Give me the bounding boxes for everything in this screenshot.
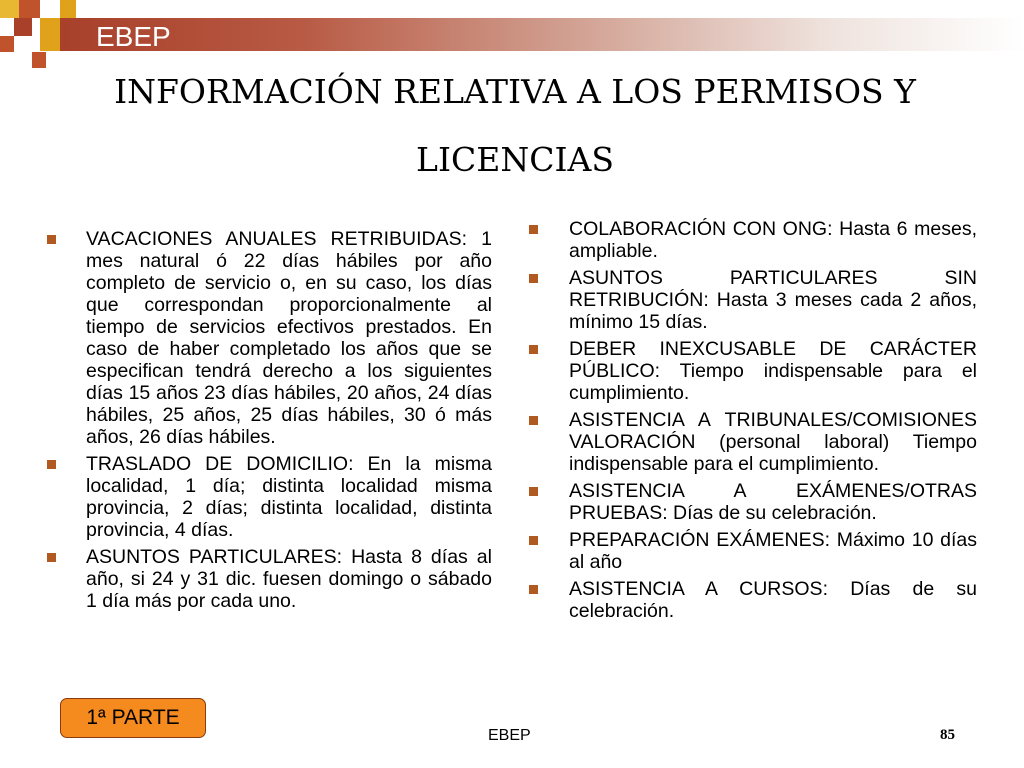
list-item [526,529,977,573]
decorative-square [0,0,19,18]
list-item [526,578,977,622]
square-bullet-icon [529,536,538,545]
square-bullet-icon [529,585,538,594]
square-bullet-icon [47,235,56,244]
slide-title-line-2: LICENCIAS [416,140,614,179]
list-item-text: TRASLADO DE DOMICILIO: En la misma localidad, 1 día; distinta localidad misma provincia, 2 días; distinta localidad, distinta provincia, 4 días. [86,453,492,541]
square-bullet-icon [47,553,56,562]
list-item-text: ASISTENCIA A CURSOS: Días de su celebración. [569,578,977,622]
slide-title [60,58,970,194]
list-item-text: ASUNTOS PARTICULARES SIN RETRIBUCIÓN: Hasta 3 meses cada 2 años, mínimo 15 días. [569,267,977,333]
square-bullet-icon [529,416,538,425]
list-item [44,546,492,612]
decorative-square [60,0,76,18]
list-item-text: DEBER INEXCUSABLE DE CARÁCTER PÚBLICO: Tiempo indispensable para el cumplimiento. [569,338,977,404]
list-item [526,218,977,262]
decorative-square [40,18,60,51]
decorative-square [0,36,14,52]
list-item [526,480,977,524]
list-item [526,409,977,475]
page-number: 85 [940,727,955,743]
list-item-text: ASISTENCIA A TRIBUNALES/COMISIONES VALORACIÓN (personal laboral) Tiempo indispensable para el cumplimiento. [569,409,977,475]
list-item [526,267,977,333]
square-bullet-icon [47,460,56,469]
list-item-text: ASISTENCIA A EXÁMENES/OTRAS PRUEBAS: Días de su celebración. [569,480,977,524]
list-item-text: COLABORACIÓN CON ONG: Hasta 6 meses, ampliable. [569,218,977,262]
square-bullet-icon [529,225,538,234]
list-item [44,228,492,448]
footer-label: EBEP [488,727,531,744]
decorative-square [19,0,40,18]
header-label: EBEP [96,21,171,52]
square-bullet-icon [529,487,538,496]
right-bullet-list [526,218,977,627]
list-item [526,338,977,404]
slide-title-line-1: INFORMACIÓN RELATIVA A LOS PERMISOS Y [114,72,916,111]
list-item-text: ASUNTOS PARTICULARES: Hasta 8 días al año, si 24 y 31 dic. fuesen domingo o sábado 1 día más por cada uno. [86,546,492,612]
header-bar [60,18,1024,51]
list-item-text: PREPARACIÓN EXÁMENES: Máximo 10 días al año [569,529,977,573]
square-bullet-icon [529,345,538,354]
decorative-square [32,52,46,68]
decorative-square [14,18,32,36]
list-item [44,453,492,541]
part-one-button-label: 1ª PARTE [86,706,180,729]
left-bullet-list [44,228,492,617]
square-bullet-icon [529,274,538,283]
list-item-text: VACACIONES ANUALES RETRIBUIDAS: 1 mes natural ó 22 días hábiles por año completo de servicio o, en su caso, los días que correspondan proporcionalmente al tiempo de servicios efectivos prestados. En caso de haber completado los años que se especifican tendrá derecho a los siguientes días 15 años 23 días hábiles, 20 años, 24 días hábiles, 25 años, 25 días hábiles, 30 ó más años, 26 días hábiles. [86,228,492,448]
part-one-button[interactable] [60,698,206,738]
